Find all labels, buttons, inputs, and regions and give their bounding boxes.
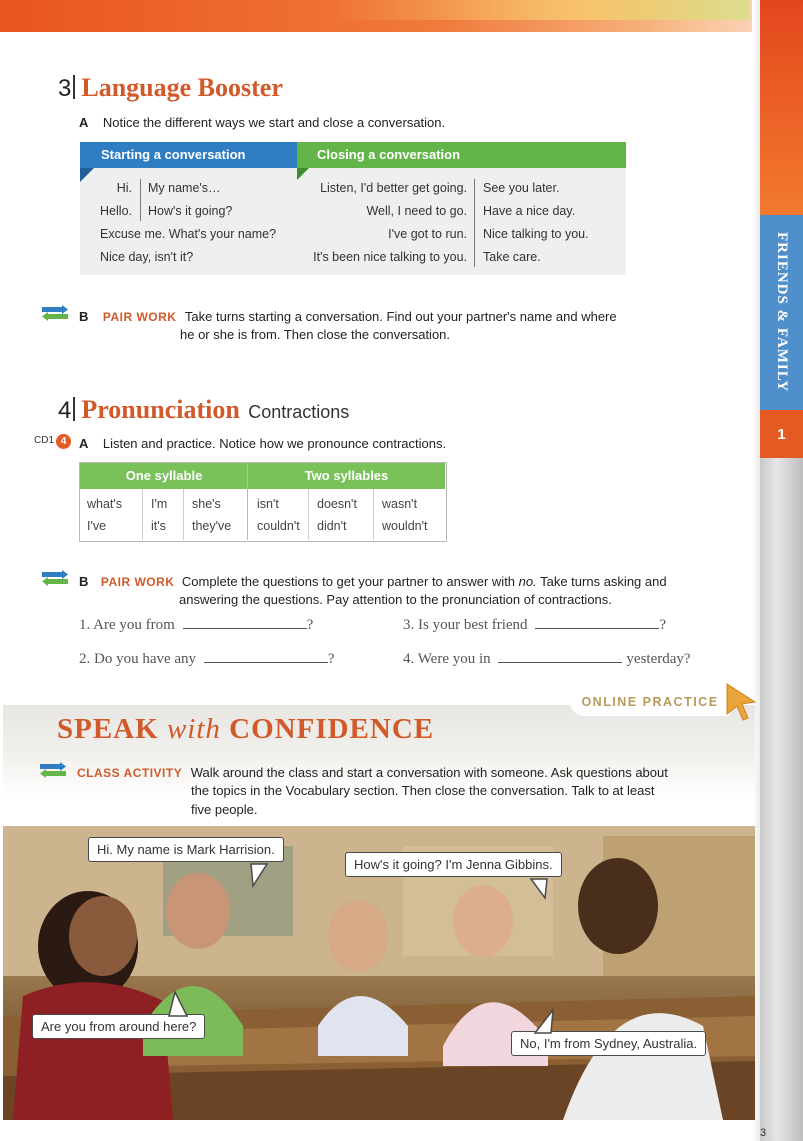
heading-divider (73, 397, 75, 421)
side-tab-label: FRIENDS & FAMILY (774, 232, 790, 393)
instruction-line-1-start: Complete the questions to get your partner to answer with (181, 574, 519, 589)
start-divider (140, 179, 141, 221)
question-end: ? (306, 617, 314, 633)
contraction-cell: wasn't (382, 497, 418, 511)
col-line (308, 489, 309, 540)
pair-work-icon (42, 305, 70, 321)
col-line (373, 489, 374, 540)
instruction-line-1: Walk around the class and start a conversation with someone. Ask questions about (190, 765, 668, 780)
question-end: ? (659, 617, 666, 633)
cd-label: CD1 (34, 435, 55, 446)
unit-number: 1 (760, 410, 803, 458)
contraction-cell: couldn't (257, 519, 300, 533)
bubble-text: How's it going? I'm Jenna Gibbins. (354, 857, 553, 872)
exercise-letter: B (79, 574, 89, 589)
instruction-line-3: five people. (191, 802, 258, 817)
pair-work-label: PAIR WORK (100, 575, 175, 589)
start-row-1-right: My name's… (148, 181, 221, 195)
top-banner-highlight (330, 0, 750, 20)
close-row-4-right: Take care. (483, 250, 541, 264)
section-4-instruction-a (79, 435, 446, 453)
close-row-2-left: Well, I need to go. (366, 204, 467, 218)
section-subtitle: Contractions (248, 402, 350, 422)
contraction-cell: she's (192, 497, 221, 511)
col-line (183, 489, 184, 540)
question-text: 4. Were you in (403, 651, 491, 667)
instruction-line-2: he or she is from. Then close the conversation. (180, 327, 451, 342)
answer-blank[interactable] (498, 662, 622, 663)
speak-title-word-1: SPEAK (57, 713, 159, 745)
class-activity-label: CLASS ACTIVITY (77, 766, 183, 780)
contraction-cell: what's (87, 497, 123, 511)
bubble-tails (3, 826, 755, 1120)
section-3-instruction-b (79, 308, 617, 326)
one-syllable-header: One syllable (125, 468, 203, 483)
question-2 (79, 651, 334, 668)
close-divider (474, 179, 475, 267)
question-1 (79, 617, 313, 634)
speak-title-word-2: with (166, 713, 221, 745)
bubble-text: No, I'm from Sydney, Australia. (520, 1036, 698, 1051)
table-divider (247, 463, 248, 540)
side-tab-top (760, 0, 803, 215)
start-row-3: Excuse me. What's your name? (100, 227, 277, 241)
start-row-2-right: How's it going? (148, 204, 233, 218)
contraction-cell: I'm (151, 497, 168, 511)
speak-title-word-3: CONFIDENCE (229, 713, 435, 745)
two-syllables-header: Two syllables (304, 468, 389, 483)
close-row-1-right: See you later. (483, 181, 560, 195)
contraction-cell: wouldn't (382, 519, 428, 533)
contraction-cell: doesn't (317, 497, 357, 511)
cursor-arrow-icon (725, 682, 757, 722)
instruction-emphasis: no. (518, 574, 537, 589)
bubble-text: Hi. My name is Mark Harrision. (97, 842, 275, 857)
class-activity-icon (40, 762, 68, 778)
instruction-line-2: answering the questions. Pay attention to the pronunciation of contractions. (179, 592, 612, 607)
speak-title (57, 713, 434, 746)
audio-track-icon[interactable]: 4 (56, 434, 71, 449)
question-3 (403, 617, 666, 634)
section-3-heading (58, 73, 283, 103)
section-title: Pronunciation (81, 395, 240, 424)
answer-blank[interactable] (535, 628, 659, 629)
section-number: 4 (58, 397, 72, 424)
instruction-text: Notice the different ways we start and close a conversation. (102, 115, 446, 130)
class-activity-instruction (77, 764, 668, 782)
page-number: 3 (760, 1127, 767, 1139)
instruction-text: Listen and practice. Notice how we pronounce contractions. (102, 436, 447, 451)
section-3-instruction-a (79, 114, 445, 132)
exercise-letter: B (79, 309, 89, 324)
answer-blank[interactable] (204, 662, 328, 663)
section-4-heading (58, 395, 349, 425)
starting-header: Starting a conversation (80, 142, 297, 168)
bubble-text: Are you from around here? (41, 1019, 197, 1034)
audio-track-label (34, 435, 54, 446)
close-row-2-right: Have a nice day. (483, 204, 576, 218)
close-row-3-left: I've got to run. (388, 227, 467, 241)
exercise-letter: A (79, 115, 89, 130)
contraction-cell: didn't (317, 519, 347, 533)
section-title: Language Booster (81, 73, 283, 102)
exercise-letter: A (79, 436, 89, 451)
close-row-4-left: It's been nice talking to you. (313, 250, 467, 264)
question-end: yesterday? (626, 651, 691, 667)
contraction-cell: I've (87, 519, 107, 533)
start-row-1-left: Hi. (116, 181, 132, 195)
pair-work-label: PAIR WORK (102, 310, 177, 324)
question-4 (403, 651, 691, 668)
contraction-cell: they've (192, 519, 232, 533)
start-row-2-left: Hello. (100, 204, 132, 218)
start-row-4: Nice day, isn't it? (100, 250, 194, 264)
answer-blank[interactable] (183, 628, 307, 629)
section-4-instruction-b (79, 573, 667, 591)
question-text: 2. Do you have any (79, 651, 197, 667)
contraction-cell: isn't (257, 497, 279, 511)
online-practice-button[interactable]: ONLINE PRACTICE (570, 688, 730, 716)
classroom-photo (3, 826, 755, 1120)
col-line (142, 489, 143, 540)
page-stack-edge (760, 458, 803, 1141)
heading-divider (73, 75, 75, 99)
close-row-3-right: Nice talking to you. (483, 227, 589, 241)
question-text: 3. Is your best friend (403, 617, 528, 633)
instruction-line-1-end: Take turns asking and (536, 574, 667, 589)
section-number: 3 (58, 75, 72, 102)
question-end: ? (327, 651, 335, 667)
question-text: 1. Are you from (79, 617, 175, 633)
instruction-line-1: Take turns starting a conversation. Find out your partner's name and where (184, 309, 617, 324)
pair-work-icon (42, 570, 70, 586)
close-row-1-left: Listen, I'd better get going. (320, 181, 467, 195)
closing-header: Closing a conversation (297, 142, 626, 168)
instruction-line-2: the topics in the Vocabulary section. Then close the conversation. Talk to at least (191, 783, 655, 798)
contraction-cell: it's (151, 519, 166, 533)
